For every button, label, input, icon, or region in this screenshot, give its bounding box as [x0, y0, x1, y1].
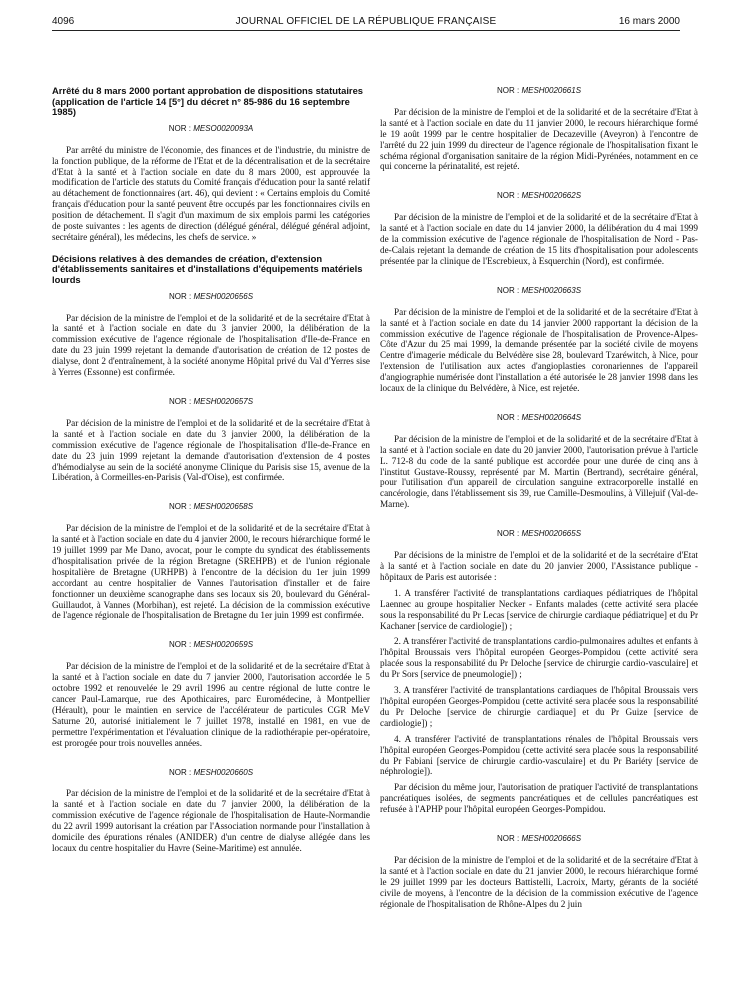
nor-code: MESH0020656S [193, 291, 254, 301]
nor-line: NOR : MESH0020659S [168, 640, 254, 650]
nor-code: MESH0020658S [193, 502, 254, 512]
list-item: 2. A transférer l'activité de transplantations cardio-pulmonaires adultes et enfants à l'hôpital Broussais vers l'hôpital européen Georges-Pompidou (cette activité sera placée sous la responsabilité du Pr Deloche [service de chirurgie cardio-vasculaire] et du Pr Sors [service de pneumologie]) ; [380, 636, 698, 680]
nor-code: MESH0020662S [521, 191, 582, 201]
list-item: 4. A transférer l'activité de transplantations rénales de l'hôpital Broussais vers l'hôpital européen Georges-Pompidou (cette activité sera placée sous la responsabilité du Pr Fabiani [service de chirurgie cardio-vasculaire] et du Pr Bariéty [service de néphrologie]). [380, 733, 698, 777]
decision-paragraph: Par décision de la ministre de l'emploi et de la solidarité et de la secrétaire d'Etat à la santé et à l'action sociale en date du 7 janvier 2000, l'autorisation accordée le 5 octobre 1992 et renouvelée le 29 avril 1996 au centre régional de lutte contre le cancer Paul-Lamarque, rue des Apothicaires, parc Euromédecine, à Montpellier (Hérault), pour le maintien en service de l'accélérateur de particules CGR MeV Saturne 20, autorisé initialement le 7 juillet 1978, installé en 1981, en vue de permettre l'expérimentation et l'évaluation clinique de la radiothérapie per-opératoire, est prorogée pour trois nouvelles années. [52, 661, 370, 748]
nor-code: MESH0020657S [193, 396, 254, 406]
decision-paragraph: Par décision du même jour, l'autorisation de pratiquer l'activité de transplantations pancréatiques isolées, de segments pancréatiques et de cellules pancréatiques est refusée à l'APHP pour l'hôpital européen Georges-Pompidou. [380, 782, 698, 815]
decision-paragraph: Par décision de la ministre de l'emploi et de la solidarité et de la secrétaire d'Etat à la santé et à l'action sociale en date du 3 janvier 2000, la délibération de la commission exécutive de l'agence régionale de l'hospitalisation d'Ile-de-France en date du 23 juin 1999 rejetant la demande d'autorisation de création de 12 postes de dialyse, dont 2 d'entraînement, à la société anonyme Hôpital privé du Val d'Yerres sise à Yerres (Essonne) est confirmée. [52, 312, 370, 378]
nor-line: NOR : MESH0020665S [496, 529, 582, 539]
header-rule [52, 30, 680, 31]
nor-line: NOR : MESH0020658S [168, 502, 254, 512]
nor-line: NOR : MESH0020656S [168, 291, 254, 301]
decision-paragraph: Par décision de la ministre de l'emploi et de la solidarité et de la secrétaire d'Etat à la santé et à l'action sociale en date du 21 janvier 2000, le recours hiérarchique formé le 29 juillet 1999 par les docteurs Battistelli, Lacroix, Marty, gérants de la société civile de moyens, à l'encontre de la décision de la commission exécutive de l'agence régionale de l'hospitalisation de Rhône-Alpes du 2 juin [380, 854, 698, 909]
nor-code: MESH0020659S [193, 640, 254, 650]
nor-line: NOR : MESH0020660S [168, 767, 254, 777]
nor-line: NOR : MESH0020662S [496, 191, 582, 201]
nor-line: NOR : MESH0020664S [496, 412, 582, 422]
decision-paragraph: Par décision de la ministre de l'emploi et de la solidarité et de la secrétaire d'Etat à la santé et à l'action sociale en date du 11 janvier 2000, le recours hiérarchique formé le 19 août 1999 par le centre hospitalier de Decazeville (Aveyron) à l'encontre de l'arrêté du 22 juin 1999 du directeur de l'agence régionale de l'hospitalisation fixant le schéma régional d'organisation sanitaire de la région Midi-Pyrénées, notamment en ce qui concerne la périnatalité, est rejeté. [380, 106, 698, 172]
nor-code: MESH0020660S [193, 767, 254, 777]
left-column [52, 86, 370, 859]
decision-paragraph: Par décision de la ministre de l'emploi et de la solidarité et de la secrétaire d'Etat à la santé et à l'action sociale en date du 20 janvier 2000, l'autorisation prévue à l'article L. 712-8 du code de la santé publique est accordée pour une durée de cinq ans à l'institut Gustave-Roussy, représenté par M. Martin (Bertrand), secrétaire général, pour l'utilisation d'un appareil de circulation sanguine extracorporelle installé en cancérologie, dans l'établissement sis 39, rue Camille-Desmoulins, à Villejuif (Val-de-Marne). [380, 433, 698, 510]
nor-line: NOR : MESH0020657S [168, 396, 254, 406]
nor-line: NOR : MESH0020663S [496, 285, 582, 295]
list-item: 1. A transférer l'activité de transplantations cardiaques pédiatriques de l'hôpital Laennec au groupe hospitalier Necker - Enfants malades (cette activité sera placée sous la responsabilité du Pr Lecas [service de chirurgie cardiaque pédiatrique] et du Pr Kachaner [service de cardiologie]) ; [380, 587, 698, 631]
right-column [380, 86, 698, 914]
decision-paragraph: Par décision de la ministre de l'emploi et de la solidarité et de la secrétaire d'Etat à la santé et à l'action sociale en date du 4 janvier 2000, le recours hiérarchique formé le 19 juillet 1999 par Me Dano, avocat, pour le compte du syndicat des établissements d'hospitalisation privée de la région Bretagne (SREHPB) et de l'union régionale hospitalière de Bretagne (URHPB) à l'encontre de la décision du 1er juin 1999 accordant au centre hospitalier de Vannes l'autorisation d'installer et de faire fonctionner un deuxième scanographe dans ses locaux sis 20, boulevard du Général-Guillaudot, à Vannes (Morbihan), est rejeté. La décision de la commission exécutive de l'agence régionale de l'hospitalisation de Bretagne du 1er juin 1999 est confirmée. [52, 523, 370, 621]
nor-code: MESH0020664S [521, 412, 582, 422]
nor-line: NOR : MESH0020666S [496, 834, 582, 844]
decision-paragraph: Par décision de la ministre de l'emploi et de la solidarité et de la secrétaire d'Etat à la santé et à l'action sociale en date du 7 janvier 2000, la délibération de la commission exécutive de l'agence régionale de l'hospitalisation de Haute-Normandie du 22 avril 1999 autorisant la création par l'Association normande pour l'installation à domicile des épurations rénales (ANIDER) d'un centre de dialyse allégée dans les locaux du centre hospitalier du Havre (Seine-Maritime) est annulée. [52, 788, 370, 853]
decision-paragraph: Par décision de la ministre de l'emploi et de la solidarité et de la secrétaire d'Etat à la santé et à l'action sociale en date du 3 janvier 2000, la délibération de la commission exécutive de l'agence régionale de l'hospitalisation d'Ile-de-France en date du 23 juin 1999 rejetant la demande d'autorisation d'extension de 4 postes d'hémodialyse au sein de la société anonyme Clinique du Parisis sise 15, avenue de la Libération, à Cormeilles-en-Parisis (Val-d'Oise), est confirmée. [52, 417, 370, 483]
decision-paragraph: Par décision de la ministre de l'emploi et de la solidarité et de la secrétaire d'Etat à la santé et à l'action sociale en date du 14 janvier 2000 rapportant la décision de la commission exécutive de l'agence régionale de l'hospitalisation de Provence-Alpes-Côte d'Azur du 25 mai 1999, la demande présentée par la société civile de moyens Centre d'imagerie médicale du Belvédère sise 28, boulevard Tzaréwitch, à Nice, pour l'extension de l'utilisation aux actes d'angioplasties coronariennes de l'appareil d'angiographie numérisée dont l'installation a été autorisée le 28 janvier 1998 dans les locaux de la clinique du Belvédère, à Nice, est rejetée. [380, 306, 698, 394]
decision-paragraph: Par décision de la ministre de l'emploi et de la solidarité et de la secrétaire d'Etat à la santé et à l'action sociale en date du 14 janvier 2000, la délibération du 4 mai 1999 de la commission exécutive de l'agence régionale de l'hospitalisation de Nord - Pas-de-Calais rejetant la demande de création de 15 lits d'hospitalisation pour adolescents présentée par la clinique de l'Escrebieux, à Esquerchin (Nord), est confirmée. [380, 212, 698, 266]
arrete-body: Par arrêté du ministre de l'économie, des finances et de l'industrie, du ministre de la fonction publique, de la réforme de l'Etat et de la décentralisation et de la secrétaire d'Etat à la santé et à l'action sociale en date du 8 mars 2000, est approuvée la modification de l'article des statuts du Comité français d'éducation pour la santé relatif au détachement de fonctionnaires (art. 46), qui devient : « Certains emplois du Comité français d'éducation pour la santé peuvent être occupés par les fonctionnaires civils en position de détachement. Il s'agit d'un maximum de six emplois parmi les catégories de poste suivantes : les agents de direction (délégué général, délégué général adjoint, secrétaire général), les médecins, les chefs de service. » [52, 144, 370, 242]
decisions-title: Décisions relatives à des demandes de création, d'extension d'établissements sanitaires et d'installations d'équipements matériels lourds [52, 252, 363, 286]
nor-line: NOR : MESO0020093A [168, 123, 254, 133]
nor-code: MESO0020093A [193, 123, 254, 133]
journal-title: JOURNAL OFFICIEL DE LA RÉPUBLIQUE FRANÇAISE [235, 16, 497, 27]
nor-code: MESH0020663S [521, 285, 582, 295]
nor-code: MESH0020666S [521, 834, 582, 844]
decision-paragraph: Par décisions de la ministre de l'emploi et de la solidarité et de la secrétaire d'Etat à la santé et à l'action sociale en date du 20 janvier 2000, l'Assistance publique - hôpitaux de Paris est autorisée : [380, 550, 698, 582]
issue-date: 16 mars 2000 [618, 16, 680, 27]
list-item: 3. A transférer l'activité de transplantations cardiaques de l'hôpital Broussais vers l'hôpital européen Georges-Pompidou (cette activité sera placée sous la responsabilité du Pr Deloche [service de chirurgie cardiaque] et du Pr Guize [service de cardiologie]) ; [380, 685, 698, 728]
page-number: 4096 [52, 16, 75, 27]
nor-code: MESH0020665S [521, 529, 582, 539]
nor-line: NOR : MESH0020661S [496, 86, 582, 95]
nor-code: MESH0020661S [521, 86, 582, 95]
arrete-title: Arrêté du 8 mars 2000 portant approbation de dispositions statutaires (application de l'article 14 [5°] du décret n° 85-986 du 16 septembre 1985) [52, 85, 364, 118]
